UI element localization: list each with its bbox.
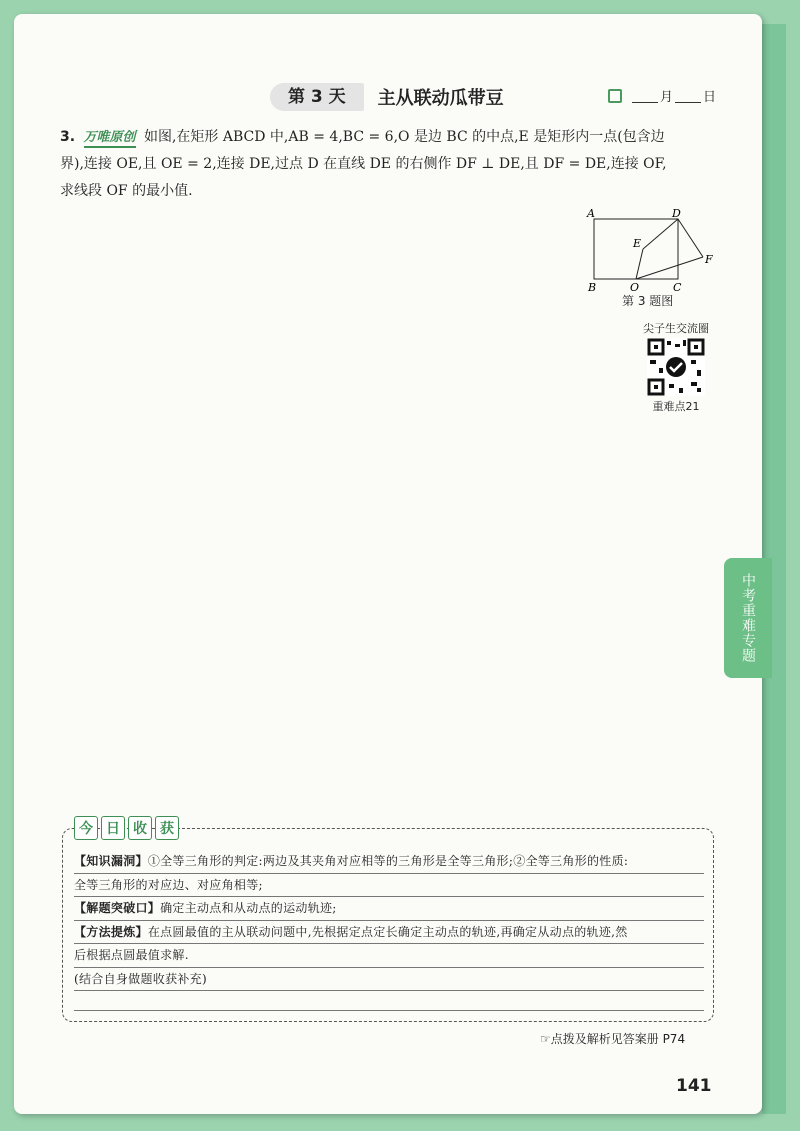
topic-title: 主从联动瓜带豆 <box>377 88 504 109</box>
qr-top-text: 尖子生交流圈 <box>643 322 709 335</box>
supplement-text: (结合自身做题收获补充) <box>74 971 207 986</box>
original-question-tag: 万唯原创 <box>84 130 136 148</box>
method-line-2 <box>74 944 704 968</box>
gain-tag-char: 今 <box>74 816 98 840</box>
question-text-2: 界),连接 OE,且 OE = 2,连接 DE,过点 D 在直线 DE 的右侧作 DF ⊥ DE,且 DF = DE,连接 OF, <box>60 156 667 172</box>
gains-content <box>74 850 704 1011</box>
answer-reference: ☞点拨及解析见答案册 P74 <box>540 1032 686 1046</box>
question-number: 3. <box>60 129 76 145</box>
day-blank[interactable] <box>675 89 701 103</box>
daily-gains-tag <box>74 816 179 840</box>
method-text-1: 在点圆最值的主从联动问题中,先根据定点定长确定主动点的轨迹,再确定从动点的轨迹,然 <box>147 924 628 939</box>
label-o: O <box>630 281 640 294</box>
label-f: F <box>705 253 713 266</box>
figure-caption: 第 3 题图 <box>622 294 674 308</box>
qr-block <box>636 320 716 414</box>
month-blank[interactable] <box>632 89 658 103</box>
day-badge: 第 3 天 <box>270 83 364 111</box>
knowledge-label: 【知识漏洞】 <box>74 854 148 868</box>
knowledge-line-2 <box>74 874 704 898</box>
label-b: B <box>588 281 597 294</box>
date-fill-area <box>608 86 716 105</box>
knowledge-line-1 <box>74 850 704 874</box>
question-text-1: 如图,在矩形 ABCD 中,AB = 4,BC = 6,O 是边 BC 的中点,E 是矩形内一点(包含边 <box>143 129 665 145</box>
question-text-3: 求线段 OF 的最小值. <box>60 183 193 199</box>
month-label: 月 <box>660 90 674 105</box>
method-line-1 <box>74 921 704 945</box>
blank-writing-line[interactable] <box>74 991 704 1011</box>
segment-de <box>643 219 678 249</box>
segment-oe <box>636 249 643 279</box>
breakthrough-line <box>74 897 704 921</box>
supplement-line[interactable] <box>74 968 704 992</box>
method-text-2: 后根据点圆最值求解. <box>74 948 189 962</box>
breakthrough-text: 确定主动点和从动点的运动轨迹; <box>160 901 337 915</box>
segment-df <box>678 219 703 257</box>
gain-tag-char: 获 <box>155 816 179 840</box>
day-label: 日 <box>703 90 717 105</box>
calendar-check-icon <box>608 89 622 103</box>
label-c: C <box>673 281 682 294</box>
qr-bottom-text: 重难点21 <box>652 400 700 413</box>
question-3 <box>60 124 720 205</box>
qr-code-icon[interactable] <box>647 338 705 396</box>
gain-tag-char: 日 <box>101 816 125 840</box>
question-line-1 <box>60 124 720 151</box>
method-label: 【方法提炼】 <box>74 924 148 939</box>
gain-tag-char: 收 <box>128 816 152 840</box>
segment-of <box>636 257 703 279</box>
chapter-side-tab[interactable]: 中考重难专题 <box>724 558 772 678</box>
label-d: D <box>672 207 681 220</box>
page-number: 141 <box>676 1076 712 1096</box>
knowledge-text-1: ①全等三角形的判定:两边及其夹角对应相等的三角形是全等三角形;②全等三角形的性质: <box>147 854 629 868</box>
knowledge-text-2: 全等三角形的对应边、对应角相等; <box>74 877 263 892</box>
label-a: A <box>587 207 595 220</box>
label-e: E <box>633 237 642 250</box>
breakthrough-label: 【解题突破口】 <box>74 901 161 915</box>
